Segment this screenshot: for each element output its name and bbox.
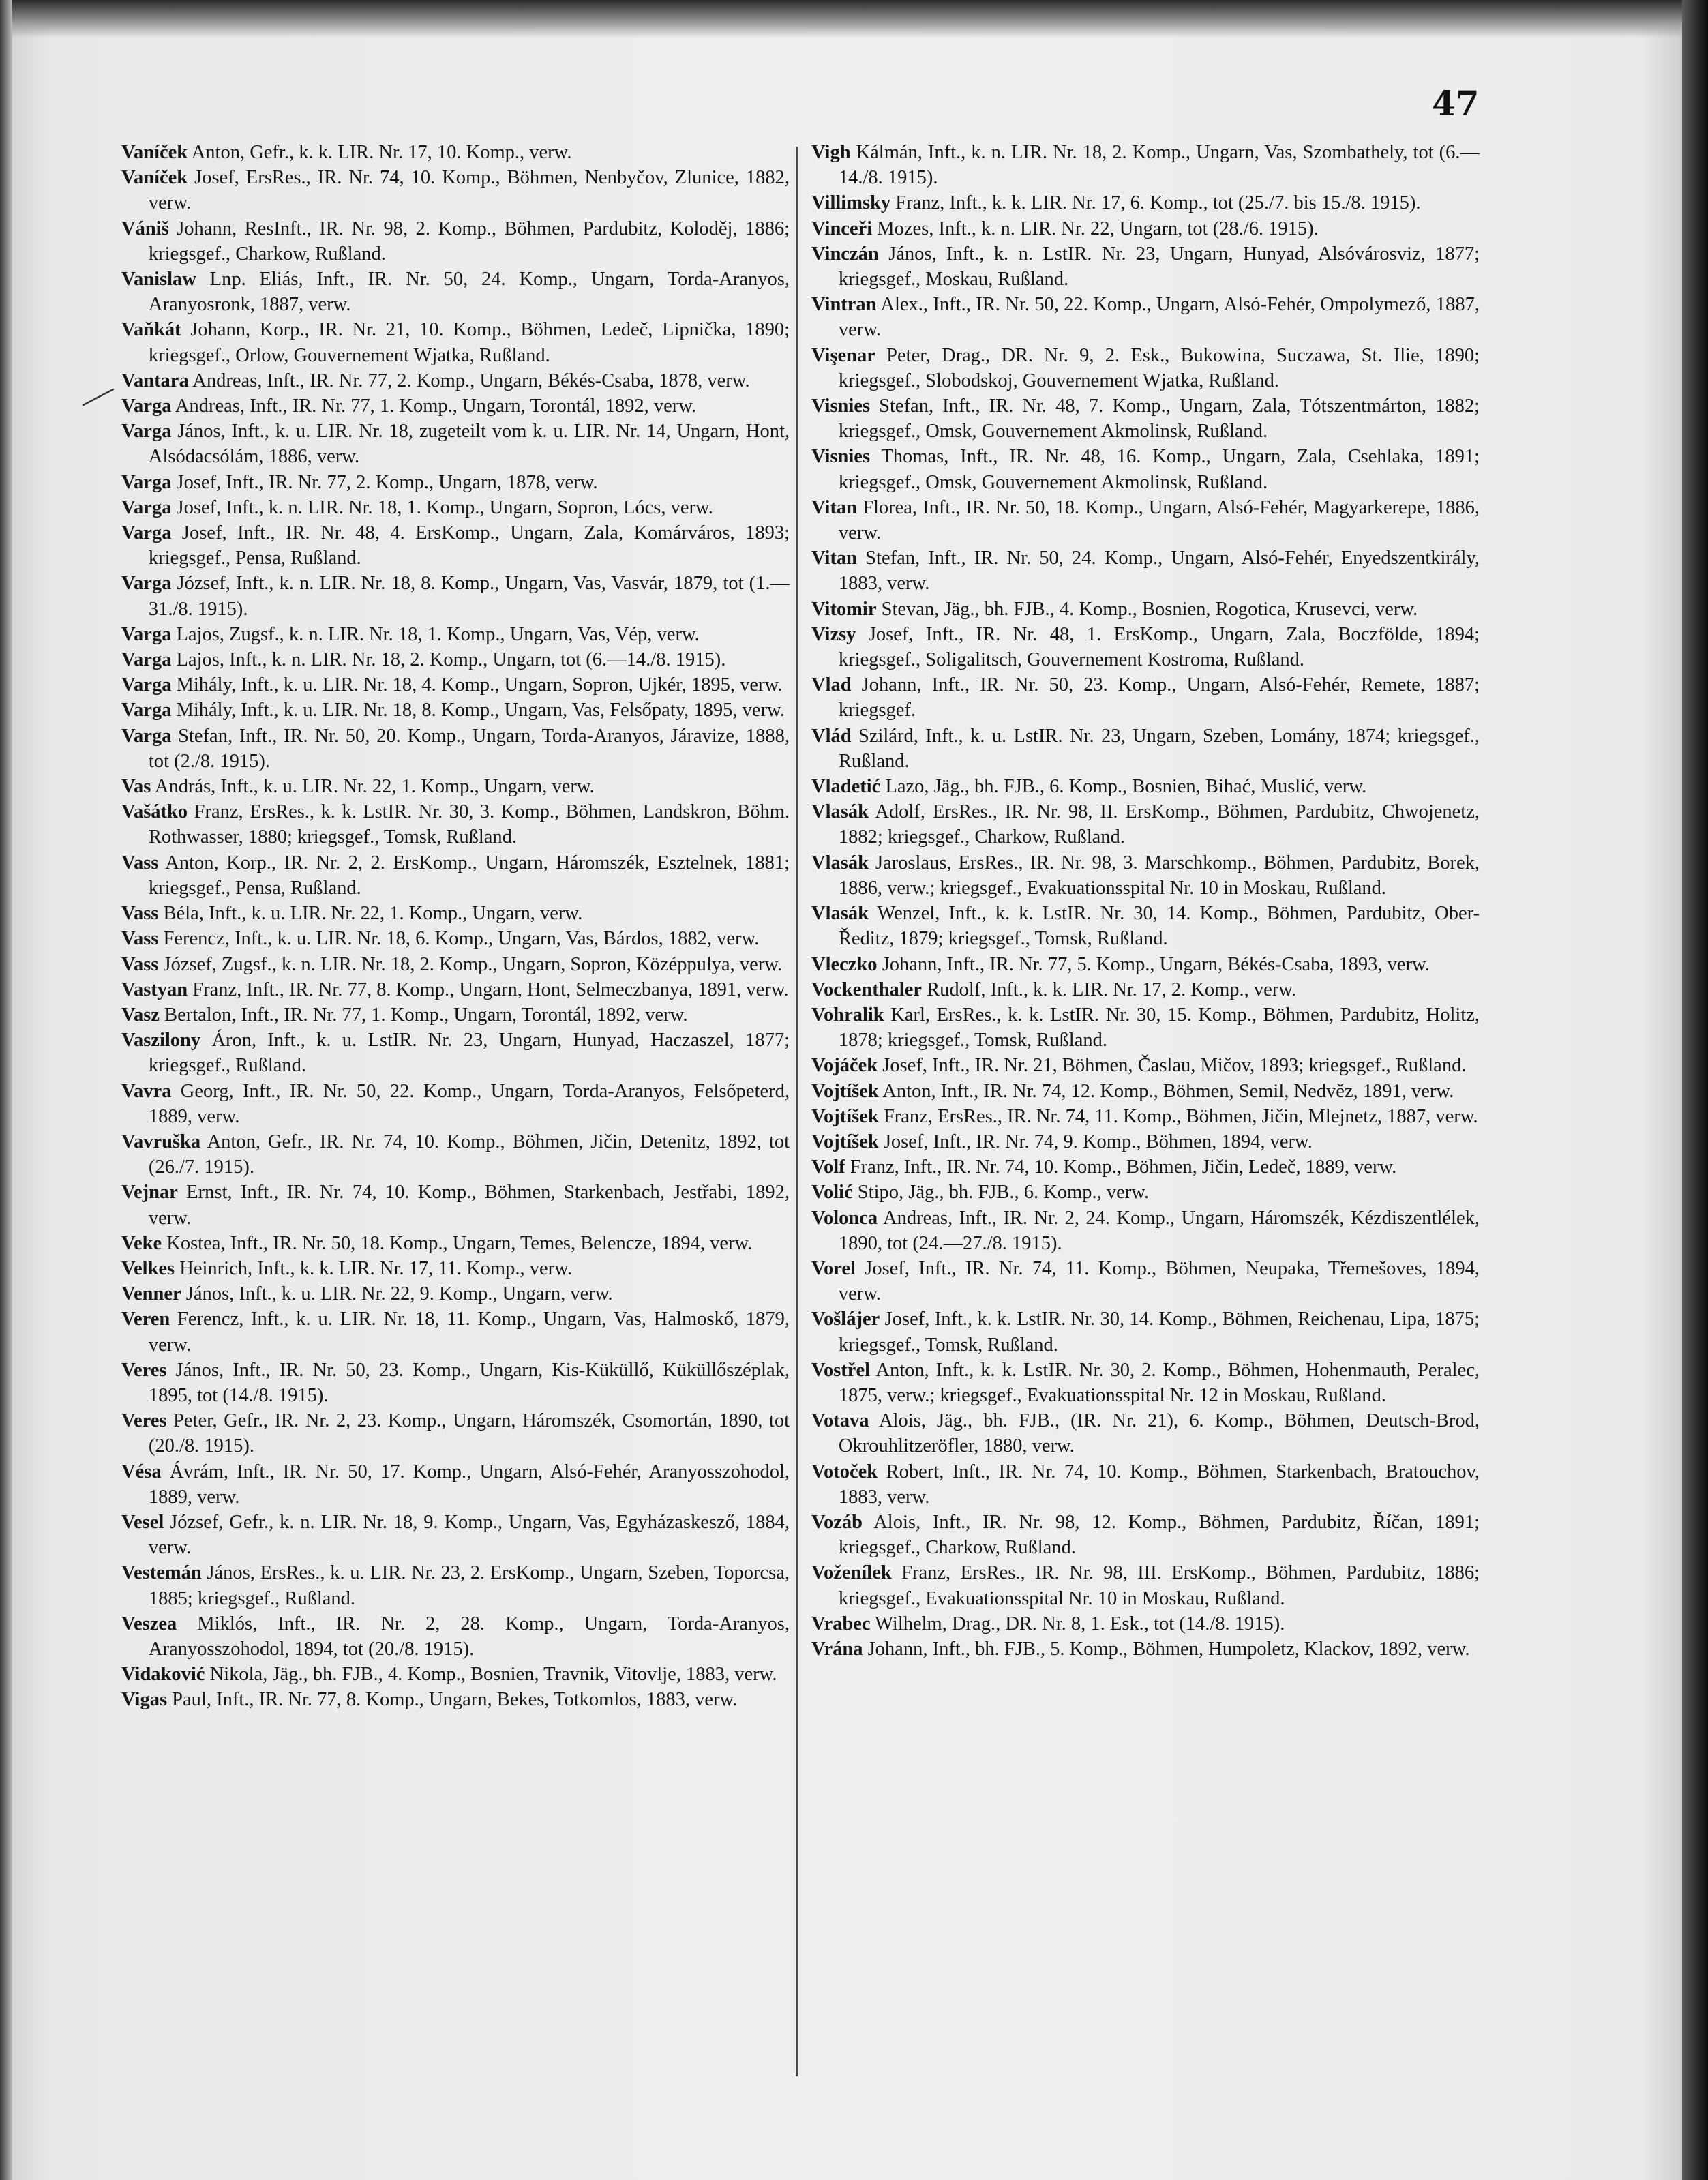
register-entry (811, 850, 1480, 901)
entry-surname: Vass (121, 928, 159, 950)
register-entry (121, 926, 790, 951)
entry-surname: Veres (121, 1359, 167, 1381)
entry-surname: Vaníček (121, 167, 188, 189)
entry-surname: Vitan (811, 548, 858, 569)
entry-details: Mozes, Inft., k. n. LIR. Nr. 22, Ungarn, tot (28./6. 1915). (872, 218, 1319, 239)
entry-details: Andreas, Inft., IR. Nr. 2, 24. Komp., Ungarn, Háromszék, Kézdiszentlélek, 1890, tot (24.—27./8. 1915). (838, 1207, 1480, 1254)
entry-details: Franz, Inft., IR. Nr. 74, 10. Komp., Böhmen, Jičin, Ledeč, 1889, verw. (845, 1156, 1397, 1178)
entry-details: Franz, ErsRes., IR. Nr. 98, III. ErsKomp., Böhmen, Pardubitz, 1886; kriegsgef., Evakuationsspital Nr. 10 in Moskau, Rußland. (838, 1562, 1480, 1609)
entry-details: Josef, ErsRes., IR. Nr. 74, 10. Komp., Böhmen, Nenbyčov, Zlunice, 1882, verw. (148, 167, 790, 214)
entry-surname: Vigh (811, 142, 851, 163)
entry-surname: Vejnar (121, 1182, 178, 1204)
entry-details: Lajos, Inft., k. n. LIR. Nr. 18, 2. Komp., Ungarn, tot (6.—14./8. 1915). (171, 649, 726, 671)
entry-details: Szilárd, Inft., k. u. LstIR. Nr. 23, Ungarn, Szeben, Lomány, 1874; kriegsgef., Rußland. (838, 725, 1480, 772)
register-entry (121, 952, 790, 977)
entry-surname: Volf (811, 1156, 845, 1178)
entry-surname: Varga (121, 700, 172, 721)
register-entry (811, 1053, 1480, 1078)
entry-surname: Vlasák (811, 903, 869, 925)
entry-details: Miklós, Inft., IR. Nr. 2, 28. Komp., Ungarn, Torda-Aranyos, Aranyosszohodol, 1894, tot (20./8. 1915). (148, 1613, 790, 1660)
entry-details: András, Inft., k. u. LIR. Nr. 22, 1. Komp., Ungarn, verw. (151, 776, 595, 798)
entry-surname: Vass (121, 852, 159, 874)
entry-details: Josef, Inft., IR. Nr. 48, 1. ErsKomp., Ungarn, Zala, Boczfölde, 1894; kriegsgef., Soligalitsch, Gouvernement Kostroma, Rußland. (838, 623, 1480, 671)
entry-surname: Volonca (811, 1207, 878, 1229)
register-entry (121, 698, 790, 723)
entry-details: Georg, Inft., IR. Nr. 50, 22. Komp., Ungarn, Torda-Aranyos, Felsőpeterd, 1889, verw. (148, 1080, 790, 1127)
entry-surname: Veren (121, 1309, 170, 1330)
register-entry (121, 774, 790, 799)
entry-surname: Vlad (811, 674, 852, 696)
entry-details: Johann, Inft., IR. Nr. 77, 5. Komp., Ungarn, Békés-Csaba, 1893, verw. (877, 953, 1430, 975)
entry-details: Thomas, Inft., IR. Nr. 48, 16. Komp., Ungarn, Zala, Csehlaka, 1891; kriegsgef., Omsk, Gouvernement Akmolinsk, Rußland. (838, 446, 1480, 493)
register-entry (121, 1510, 790, 1560)
entry-surname: Vohralik (811, 1004, 884, 1026)
entry-details: János, Inft., IR. Nr. 50, 23. Komp., Ungarn, Kis-Küküllő, Küküllőszéplak, 1895, tot (14./8. 1915). (148, 1359, 790, 1406)
entry-details: Ernst, Inft., IR. Nr. 74, 10. Komp., Böhmen, Starkenbach, Jestřabi, 1892, verw. (148, 1182, 790, 1229)
entry-details: Wenzel, Inft., k. k. LstIR. Nr. 30, 14. Komp., Böhmen, Pardubitz, Ober-Ředitz, 1879; kriegsgef., Tomsk, Rußland. (838, 903, 1480, 950)
entry-details: Ferencz, Inft., k. u. LIR. Nr. 18, 11. Komp., Ungarn, Vas, Halmoskő, 1879, verw. (148, 1309, 790, 1356)
register-entry (121, 393, 790, 419)
register-entry (121, 368, 790, 393)
entry-surname: Vlasák (811, 801, 869, 823)
register-entry (121, 165, 790, 215)
entry-surname: Vasz (121, 1004, 160, 1026)
register-entry (121, 647, 790, 672)
entry-surname: Vestemán (121, 1562, 202, 1584)
entry-surname: Vişenar (811, 344, 875, 366)
entry-surname: Vinczán (811, 243, 879, 265)
entry-details: Anton, Korp., IR. Nr. 2, 2. ErsKomp., Ungarn, Háromszék, Esztelnek, 1881; kriegsgef., Pensa, Rußland. (148, 852, 790, 899)
entry-surname: Votoček (811, 1461, 878, 1482)
register-entry (121, 1079, 790, 1129)
entry-details: Josef, Inft., IR. Nr. 77, 2. Komp., Ungarn, 1878, verw. (171, 471, 598, 493)
entry-surname: Varga (121, 471, 172, 493)
entry-surname: Vošlájer (811, 1309, 880, 1330)
entry-surname: Veszea (121, 1613, 177, 1634)
register-entry (121, 1306, 790, 1357)
entry-details: Josef, Inft., IR. Nr. 48, 4. ErsKomp., Ungarn, Zala, Komárváros, 1893; kriegsgef., Pensa, Rußland. (148, 522, 790, 569)
entry-details: Robert, Inft., IR. Nr. 74, 10. Komp., Böhmen, Starkenbach, Bratouchov, 1883, verw. (838, 1461, 1480, 1508)
register-entry (811, 952, 1480, 977)
entry-surname: Vozáb (811, 1511, 863, 1533)
entry-surname: Vojtíšek (811, 1080, 879, 1102)
entry-surname: Vašátko (121, 801, 188, 823)
entry-details: Áron, Inft., k. u. LstIR. Nr. 23, Ungarn, Hunyad, Haczaszel, 1877; kriegsgef., Rußland. (148, 1030, 790, 1077)
entry-details: Béla, Inft., k. u. LIR. Nr. 22, 1. Komp., Ungarn, verw. (158, 903, 583, 925)
entry-details: Anton, Gefr., IR. Nr. 74, 10. Komp., Böhmen, Jičin, Detenitz, 1892, tot (26./7. 1915). (148, 1131, 790, 1178)
entry-surname: Veke (121, 1232, 162, 1254)
register-entry (811, 1206, 1480, 1256)
entry-surname: Vockenthaler (811, 979, 923, 1000)
entry-surname: Vavruška (121, 1131, 201, 1152)
entry-surname: Varga (121, 623, 172, 645)
register-entry (121, 901, 790, 926)
entry-details: Kostea, Inft., IR. Nr. 50, 18. Komp., Ungarn, Temes, Belencze, 1894, verw. (162, 1232, 753, 1254)
entry-surname: Vitan (811, 496, 858, 518)
entry-details: Paul, Inft., IR. Nr. 77, 8. Komp., Ungarn, Bekes, Totkomlos, 1883, verw. (167, 1689, 738, 1711)
entry-details: Stevan, Jäg., bh. FJB., 4. Komp., Bosnien, Rogotica, Krusevci, verw. (876, 598, 1418, 620)
register-entry (811, 901, 1480, 951)
entry-details: Adolf, ErsRes., IR. Nr. 98, II. ErsKomp., Böhmen, Pardubitz, Chwojenetz, 1882; kriegsgef., Charkow, Rußland. (838, 801, 1480, 848)
entry-details: Stefan, Inft., IR. Nr. 50, 20. Komp., Ungarn, Torda-Aranyos, Járavize, 1888, tot (2./8. 1915). (148, 725, 790, 772)
entry-surname: Velkes (121, 1257, 175, 1279)
register-entry (811, 546, 1480, 596)
entry-surname: Vlasák (811, 852, 869, 874)
right-column (811, 140, 1480, 1662)
entry-surname: Vániš (121, 218, 169, 239)
entry-details: József, Gefr., k. n. LIR. Nr. 18, 9. Komp., Ungarn, Vas, Egyházaskesző, 1884, verw. (148, 1511, 790, 1559)
entry-details: József, Zugsf., k. n. LIR. Nr. 18, 2. Komp., Ungarn, Sopron, Középpulya, verw. (158, 953, 783, 975)
register-entry (811, 1256, 1480, 1306)
entry-details: Anton, Gefr., k. k. LIR. Nr. 17, 10. Komp., verw. (188, 142, 572, 163)
register-entry (811, 723, 1480, 774)
entry-details: Stefan, Inft., IR. Nr. 50, 24. Komp., Ungarn, Alsó-Fehér, Enyedszentkirály, 1883, verw. (838, 548, 1480, 595)
entry-surname: Vass (121, 953, 159, 975)
pencil-check-mark-icon (82, 387, 115, 406)
entry-details: János, Inft., k. n. LstIR. Nr. 23, Ungarn, Hunyad, Alsóvárosviz, 1877; kriegsgef., Moskau, Rußland. (838, 243, 1480, 290)
entry-details: Josef, Inft., IR. Nr. 74, 9. Komp., Böhmen, 1894, verw. (878, 1131, 1313, 1152)
entry-surname: Vavra (121, 1080, 172, 1102)
register-entry (811, 774, 1480, 799)
register-entry (121, 1358, 790, 1408)
entry-surname: Varga (121, 496, 172, 518)
register-entry (121, 1129, 790, 1180)
register-entry (811, 216, 1480, 241)
entry-details: Franz, ErsRes., k. k. LstIR. Nr. 30, 3. Komp., Böhmen, Landskron, Böhm. Rothwasser, 1880; kriegsgef., Tomsk, Rußland. (148, 801, 790, 848)
entry-details: Ávrám, Inft., IR. Nr. 50, 17. Komp., Ungarn, Alsó-Fehér, Aranyosszohodol, 1889, verw. (148, 1461, 790, 1508)
entry-details: Franz, Inft., IR. Nr. 77, 8. Komp., Ungarn, Hont, Selmeczbanya, 1891, verw. (188, 979, 789, 1000)
entry-details: Mihály, Inft., k. u. LIR. Nr. 18, 8. Komp., Ungarn, Vas, Felsőpaty, 1895, verw. (171, 700, 785, 721)
register-entry (121, 216, 790, 267)
entry-surname: Vesel (121, 1511, 164, 1533)
entry-details: Josef, Inft., IR. Nr. 21, Böhmen, Časlau, Mičov, 1893; kriegsgef., Rußland. (878, 1055, 1467, 1077)
register-entry (811, 495, 1480, 546)
entry-surname: Vastyan (121, 979, 188, 1000)
entry-details: Wilhelm, Drag., DR. Nr. 8, 1. Esk., tot (14./8. 1915). (870, 1613, 1285, 1634)
entry-surname: Vrána (811, 1638, 863, 1660)
register-entry (811, 140, 1480, 190)
register-entry (811, 241, 1480, 292)
entry-details: Peter, Gefr., IR. Nr. 2, 23. Komp., Ungarn, Háromszék, Csomortán, 1890, tot (20./8. 1915). (148, 1410, 790, 1457)
entry-surname: Vorel (811, 1257, 856, 1279)
entry-surname: Varga (121, 649, 172, 671)
entry-details: Alex., Inft., IR. Nr. 50, 22. Komp., Ungarn, Alsó-Fehér, Ompolymező, 1887, verw. (838, 294, 1480, 341)
entry-details: Peter, Drag., DR. Nr. 9, 2. Esk., Bukowina, Suczawa, St. Ilie, 1890; kriegsgef., Slobodskoj, Gouvernement Wjatka, Rußland. (838, 344, 1480, 391)
entry-surname: Vaňkát (121, 319, 181, 341)
entry-details: Lazo, Jäg., bh. FJB., 6. Komp., Bosnien, Bihać, Muslić, verw. (880, 776, 1367, 798)
register-entry (811, 1611, 1480, 1637)
register-entry (121, 1662, 790, 1687)
entry-details: Karl, ErsRes., k. k. LstIR. Nr. 30, 15. Komp., Böhmen, Pardubitz, Holitz, 1878; kriegsgef., Tomsk, Rußland. (838, 1004, 1480, 1051)
register-entry (811, 1002, 1480, 1053)
entry-surname: Voženílek (811, 1562, 892, 1584)
register-entry (811, 292, 1480, 342)
entry-details: Florea, Inft., IR. Nr. 50, 18. Komp., Ungarn, Alsó-Fehér, Magyarkerepe, 1886, verw. (838, 496, 1480, 544)
entry-details: Josef, Inft., IR. Nr. 74, 11. Komp., Böhmen, Neupaka, Třemešoves, 1894, verw. (838, 1257, 1480, 1305)
register-entry (811, 977, 1480, 1002)
entry-surname: Vojtíšek (811, 1131, 879, 1152)
entry-details: Heinrich, Inft., k. k. LIR. Nr. 17, 11. Komp., verw. (175, 1257, 572, 1279)
register-entry (811, 343, 1480, 393)
register-entry (811, 1408, 1480, 1459)
entry-details: Jaroslaus, ErsRes., IR. Nr. 98, 3. Marschkomp., Böhmen, Pardubitz, Borek, 1886, verw.; kriegsgef., Evakuationsspital Nr. 10 in Moskau, Rußland. (838, 852, 1480, 899)
register-entry (121, 1408, 790, 1459)
entry-details: Stefan, Inft., IR. Nr. 48, 7. Komp., Ungarn, Zala, Tótszentmárton, 1882; kriegsgef., Omsk, Gouvernement Akmolinsk, Rußland. (838, 395, 1480, 443)
page-number: 47 (1432, 83, 1480, 123)
entry-surname: Vanislaw (121, 269, 196, 290)
entry-details: Kálmán, Inft., k. n. LIR. Nr. 18, 2. Komp., Ungarn, Vas, Szombathely, tot (6.—14./8. 1915). (838, 142, 1480, 189)
register-entry (121, 1560, 790, 1611)
entry-surname: Vitomir (811, 598, 877, 620)
register-entry (811, 190, 1480, 215)
register-entry (121, 1281, 790, 1306)
page-left-shadow (0, 0, 12, 2180)
entry-details: János, ErsRes., k. u. LIR. Nr. 23, 2. ErsKomp., Ungarn, Szeben, Toporcsa, 1885; kriegsgef., Rußland. (148, 1562, 790, 1609)
left-column (121, 140, 790, 1713)
register-entry (811, 1079, 1480, 1104)
entry-surname: Vostřel (811, 1359, 871, 1381)
entry-details: Josef, Inft., k. k. LstIR. Nr. 30, 14. Komp., Böhmen, Reichenau, Lipa, 1875; kriegsgef., Tomsk, Rußland. (838, 1309, 1480, 1356)
register-entry (121, 571, 790, 621)
register-entry (121, 1231, 790, 1256)
register-entry (811, 799, 1480, 850)
register-entry (811, 622, 1480, 672)
register-entry (811, 1459, 1480, 1510)
entry-surname: Villimsky (811, 192, 891, 214)
entry-surname: Varga (121, 395, 172, 417)
entry-surname: Vlád (811, 725, 852, 747)
entry-surname: Vleczko (811, 953, 878, 975)
entry-details: Alois, Jäg., bh. FJB., (IR. Nr. 21), 6. Komp., Böhmen, Deutsch-Brod, Okrouhlitzeröfler, 1880, verw. (838, 1410, 1480, 1457)
entry-details: Franz, Inft., k. k. LIR. Nr. 17, 6. Komp., tot (25./7. bis 15./8. 1915). (890, 192, 1421, 214)
entry-details: Stipo, Jäg., bh. FJB., 6. Komp., verw. (852, 1182, 1150, 1204)
register-entry (121, 520, 790, 571)
entry-details: Andreas, Inft., IR. Nr. 77, 1. Komp., Ungarn, Torontál, 1892, verw. (171, 395, 697, 417)
register-entry (811, 672, 1480, 723)
register-entry (121, 1256, 790, 1281)
register-entry (121, 850, 790, 901)
register-entry (811, 1104, 1480, 1129)
entry-details: János, Inft., k. u. LIR. Nr. 18, zugeteilt vom k. u. LIR. Nr. 14, Ungarn, Hont, Alsódacsólám, 1886, verw. (148, 421, 790, 468)
entry-surname: Vaníček (121, 142, 188, 163)
entry-details: Rudolf, Inft., k. k. LIR. Nr. 17, 2. Komp., verw. (922, 979, 1297, 1000)
register-entry (811, 1154, 1480, 1180)
entry-surname: Varga (121, 522, 172, 544)
entry-surname: Varga (121, 573, 172, 595)
entry-surname: Vintran (811, 294, 877, 316)
register-entry (121, 672, 790, 698)
entry-details: Anton, Inft., IR. Nr. 74, 12. Komp., Böhmen, Semil, Nedvěz, 1891, verw. (878, 1080, 1454, 1102)
register-entry (121, 419, 790, 469)
register-entry (811, 1637, 1480, 1662)
entry-details: Johann, Inft., IR. Nr. 50, 23. Komp., Ungarn, Alsó-Fehér, Remete, 1887; kriegsgef. (838, 674, 1480, 721)
entry-details: Lajos, Zugsf., k. n. LIR. Nr. 18, 1. Komp., Ungarn, Vas, Vép, verw. (171, 623, 700, 645)
entry-details: Johann, Korp., IR. Nr. 21, 10. Komp., Böhmen, Ledeč, Lipnička, 1890; kriegsgef., Orlow, Gouvernement Wjatka, Rußland. (148, 319, 790, 366)
register-entry (811, 444, 1480, 494)
entry-details: Anton, Inft., k. k. LstIR. Nr. 30, 2. Komp., Böhmen, Hohenmauth, Peralec, 1875, verw.; kriegsgef., Evakuationsspital Nr. 12 in Moskau, Rußland. (838, 1359, 1480, 1406)
register-entry (121, 723, 790, 774)
entry-surname: Visnies (811, 446, 871, 468)
entry-details: János, Inft., k. u. LIR. Nr. 22, 9. Komp., Ungarn, verw. (181, 1283, 613, 1305)
entry-surname: Vaszilony (121, 1030, 201, 1051)
page-right-shadow (1682, 0, 1708, 2180)
entry-surname: Venner (121, 1283, 181, 1305)
entry-surname: Vigas (121, 1689, 168, 1711)
entry-details: Franz, ErsRes., IR. Nr. 74, 11. Komp., Böhmen, Jičin, Mlejnetz, 1887, verw. (878, 1105, 1478, 1127)
entry-surname: Votava (811, 1410, 869, 1432)
entry-surname: Vrabec (811, 1613, 871, 1634)
entry-surname: Vantara (121, 370, 189, 391)
entry-surname: Vidaković (121, 1664, 205, 1686)
entry-surname: Vass (121, 903, 159, 925)
entry-details: Johann, Inft., bh. FJB., 5. Komp., Böhmen, Humpoletz, Klackov, 1892, verw. (863, 1638, 1470, 1660)
page-top-shadow (0, 0, 1708, 38)
register-entry (121, 1002, 790, 1028)
register-entry (811, 1560, 1480, 1611)
entry-details: Andreas, Inft., IR. Nr. 77, 2. Komp., Ungarn, Békés-Csaba, 1878, verw. (188, 370, 750, 391)
register-entry (121, 1459, 790, 1510)
entry-surname: Visnies (811, 395, 871, 417)
register-entry (121, 1611, 790, 1662)
entry-surname: Varga (121, 725, 172, 747)
entry-details: Johann, ResInft., IR. Nr. 98, 2. Komp., Böhmen, Pardubitz, Koloděj, 1886; kriegsgef., Charkow, Rußland. (148, 218, 790, 265)
entry-details: Lnp. Eliás, Inft., IR. Nr. 50, 24. Komp., Ungarn, Torda-Aranyos, Aranyosronk, 1887, verw. (148, 269, 790, 316)
entry-surname: Vojáček (811, 1055, 878, 1077)
entry-details: Bertalon, Inft., IR. Nr. 77, 1. Komp., Ungarn, Torontál, 1892, verw. (159, 1004, 688, 1026)
entry-surname: Veres (121, 1410, 167, 1432)
register-entry (121, 1028, 790, 1078)
register-entry (121, 799, 790, 850)
entry-surname: Vladetić (811, 776, 881, 798)
entry-surname: Vojtíšek (811, 1105, 879, 1127)
register-entry (811, 1510, 1480, 1560)
register-entry (121, 622, 790, 647)
register-entry (121, 495, 790, 520)
entry-surname: Varga (121, 421, 172, 443)
register-entry (811, 393, 1480, 444)
register-entry (121, 1180, 790, 1230)
register-entry (121, 140, 790, 165)
register-entry (121, 977, 790, 1002)
entry-surname: Varga (121, 674, 172, 696)
entry-details: Ferencz, Inft., k. u. LIR. Nr. 18, 6. Komp., Ungarn, Vas, Bárdos, 1882, verw. (158, 928, 760, 950)
register-entry (121, 317, 790, 368)
entry-details: Alois, Inft., IR. Nr. 98, 12. Komp., Böhmen, Pardubitz, Říčan, 1891; kriegsgef., Charkow, Rußland. (838, 1511, 1480, 1559)
entry-details: Nikola, Jäg., bh. FJB., 4. Komp., Bosnien, Travnik, Vitovlje, 1883, verw. (205, 1664, 777, 1686)
register-entry (811, 1129, 1480, 1154)
register-entry (811, 597, 1480, 622)
entry-surname: Vizsy (811, 623, 856, 645)
register-entry (811, 1180, 1480, 1205)
register-entry (121, 470, 790, 495)
register-entry (811, 1358, 1480, 1408)
register-entry (121, 1687, 790, 1712)
entry-surname: Vas (121, 776, 151, 798)
register-entry (811, 1306, 1480, 1357)
entry-surname: Vésa (121, 1461, 162, 1482)
entry-details: Josef, Inft., k. n. LIR. Nr. 18, 1. Komp., Ungarn, Sopron, Lócs, verw. (171, 496, 713, 518)
entry-details: Mihály, Inft., k. u. LIR. Nr. 18, 4. Komp., Ungarn, Sopron, Ujkér, 1895, verw. (171, 674, 783, 696)
entry-surname: Volić (811, 1182, 853, 1204)
entry-surname: Vinceři (811, 218, 873, 239)
register-entry (121, 267, 790, 317)
column-divider (796, 147, 798, 2076)
entry-details: József, Inft., k. n. LIR. Nr. 18, 8. Komp., Ungarn, Vas, Vasvár, 1879, tot (1.—31./8. 1915). (148, 573, 790, 620)
